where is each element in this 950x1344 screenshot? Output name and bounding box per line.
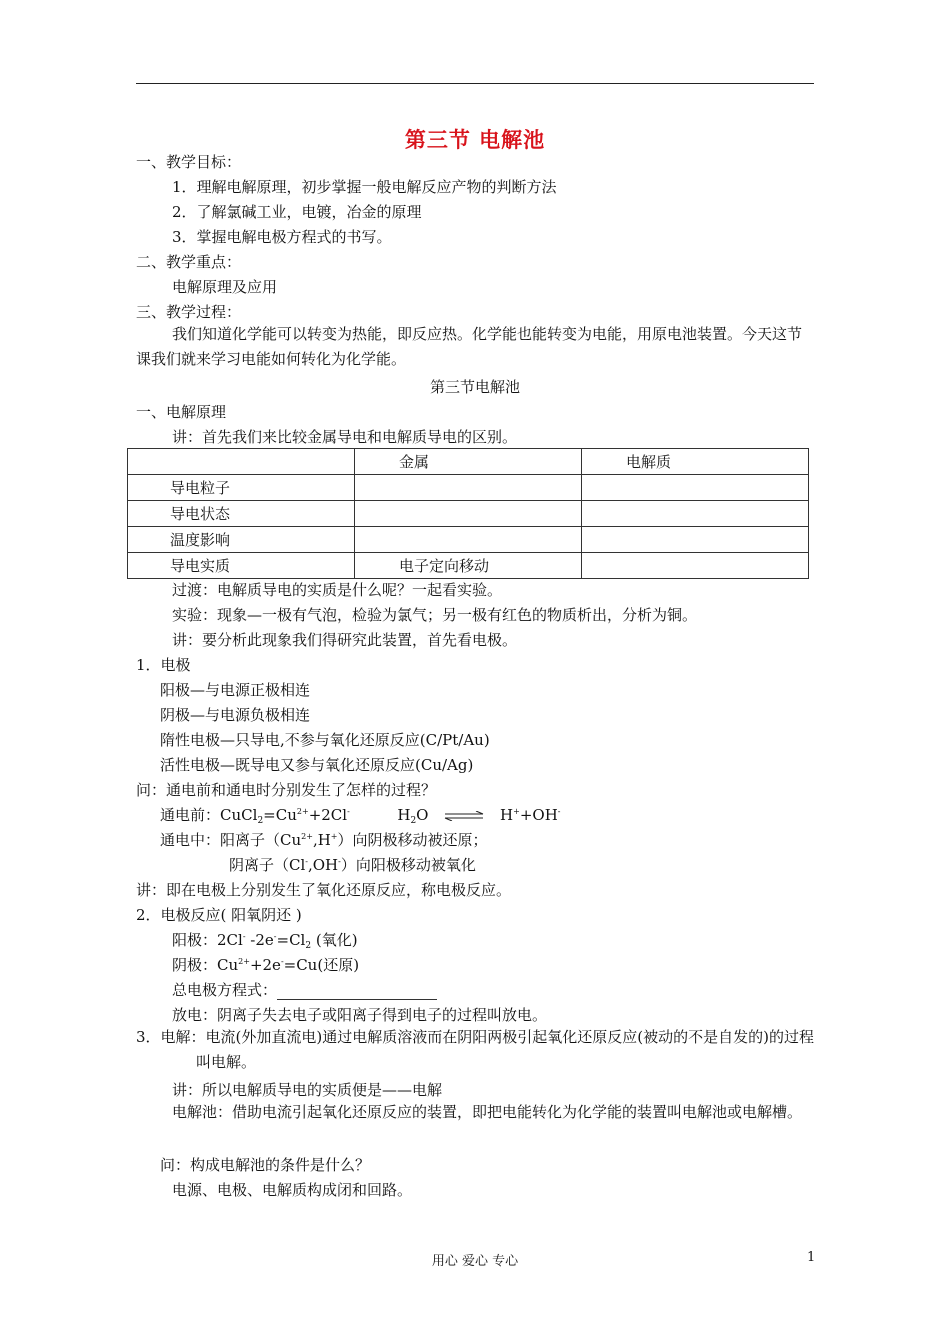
table-cell: 电子定向移动 <box>355 553 582 579</box>
reaction-heading: 2．电极反应( 阳氧阴还 ) <box>136 906 302 924</box>
process-heading: 三、教学过程： <box>136 303 242 321</box>
intro-paragraph: 我们知道化学能可以转变为热能，即反应热。化学能也能转变为电能，用原电池装置。今天这节课我们就来学习电能如何转化为化学能。 <box>136 325 803 368</box>
table-header-cell: 金属 <box>355 449 582 475</box>
experiment-text: 实验：现象—一极有气泡，检验为氯气；另一极有红色的物质析出，分析为铜。 <box>172 606 698 624</box>
answer-conditions: 电源、电极、电解质构成闭和回路。 <box>172 1181 413 1199</box>
transition-text: 过渡：电解质导电的实质是什么呢？一起看实验。 <box>172 581 503 599</box>
goal-2: 2．了解氯碱工业，电镀，冶金的原理 <box>172 203 422 221</box>
table-cell <box>582 475 809 501</box>
goals-heading: 一、教学目标： <box>136 153 242 171</box>
inert-electrode-definition: 隋性电极—只导电,不参与氧化还原反应(C/Pt/Au) <box>160 731 490 749</box>
table-cell <box>355 501 582 527</box>
section-subtitle: 第三节电解池 <box>429 378 520 396</box>
discharge-definition: 放电：阴离子失去电子或阳离子得到电子的过程叫放电。 <box>172 1006 548 1024</box>
table-cell <box>355 475 582 501</box>
anode-equation: 阳极：2Cl- $-2e^-=Cl_2$ (氧化) <box>172 931 358 951</box>
question-conditions: 问：构成电解池的条件是什么？ <box>160 1156 371 1174</box>
during-current-anions: 阴离子（Cl-,OH-）向阳极移动被氧化 <box>229 856 476 874</box>
principle-heading: 一、电解原理 <box>136 403 227 421</box>
table-header-cell: 电解质 <box>582 449 809 475</box>
goal-1: 1．理解电解原理，初步掌握一般电解反应产物的判断方法 <box>172 178 557 196</box>
page-title: 第三节 电解池 <box>404 128 546 152</box>
comparison-table <box>127 448 809 579</box>
lecture-electrode-reaction: 讲：即在电极上分别发生了氧化还原反应，称电极反应。 <box>136 881 512 899</box>
table-row <box>128 553 809 579</box>
focus-heading: 二、教学重点： <box>136 253 242 271</box>
lecture-electrode: 讲：要分析此现象我们得研究此装置，首先看电极。 <box>172 631 518 649</box>
question-process: 问：通电前和通电时分别发生了怎样的过程？ <box>136 781 437 799</box>
table-row <box>128 501 809 527</box>
anode-definition: 阳极—与电源正极相连 <box>160 681 311 699</box>
cathode-definition: 阴极—与电源负极相连 <box>160 706 311 724</box>
lecture-compare: 讲：首先我们来比较金属导电和电解质导电的区别。 <box>172 428 518 446</box>
equilibrium-arrow-icon <box>443 806 485 826</box>
before-equation: $CuCl_2=Cu^{2+}+2Cl^-$ <box>220 806 350 826</box>
table-header-cell <box>128 449 355 475</box>
blank-line <box>277 983 437 1000</box>
table-cell: 温度影响 <box>128 527 355 553</box>
before-label: 通电前： <box>160 806 221 824</box>
table-cell: 导电状态 <box>128 501 355 527</box>
goal-3: 3．掌握电解电极方程式的书写。 <box>172 228 392 246</box>
total-equation: 总电极方程式： <box>172 980 437 1000</box>
table-row <box>128 527 809 553</box>
focus-body: 电解原理及应用 <box>172 278 278 296</box>
electrode-heading: 1．电极 <box>136 656 191 674</box>
table-header-row <box>128 449 809 475</box>
before-current-line <box>160 805 561 826</box>
table-cell <box>582 501 809 527</box>
footer-motto: 用心 爱心 专心 <box>431 1254 519 1269</box>
cathode-equation: 阴极：$Cu^{2+}+2e^-=Cu$(还原) <box>172 956 360 974</box>
water-formula: $H_2O$ <box>397 806 429 826</box>
during-current-cations: 通电中：阳离子$(Cu^{2+},H^+)$向阴极移动被还原； <box>160 831 488 849</box>
table-cell <box>355 527 582 553</box>
electrolysis-definition: 3．电解：电流(外加直流电)通过电解质溶液而在阴阳两极引起氧化还原反应(被动的不是自发的)的过程叫电解。 <box>136 1028 814 1071</box>
header-rule <box>136 83 814 84</box>
page-number: 1 <box>807 1250 816 1265</box>
table-cell: 导电实质 <box>128 553 355 579</box>
table-cell: 导电粒子 <box>128 475 355 501</box>
electrolytic-cell-definition: 电解池：借助电流引起氧化还原反应的装置，即把电能转化为化学能的装置叫电解池或电解槽。 <box>172 1103 803 1121</box>
active-electrode-definition: 活性电极—既导电又参与氧化还原反应(Cu/Ag) <box>160 756 474 774</box>
water-ions: H++OH- <box>500 806 561 824</box>
table-cell <box>582 527 809 553</box>
table-cell <box>582 553 809 579</box>
table-row <box>128 475 809 501</box>
lecture-essence: 讲：所以电解质导电的实质便是——电解 <box>172 1081 443 1099</box>
